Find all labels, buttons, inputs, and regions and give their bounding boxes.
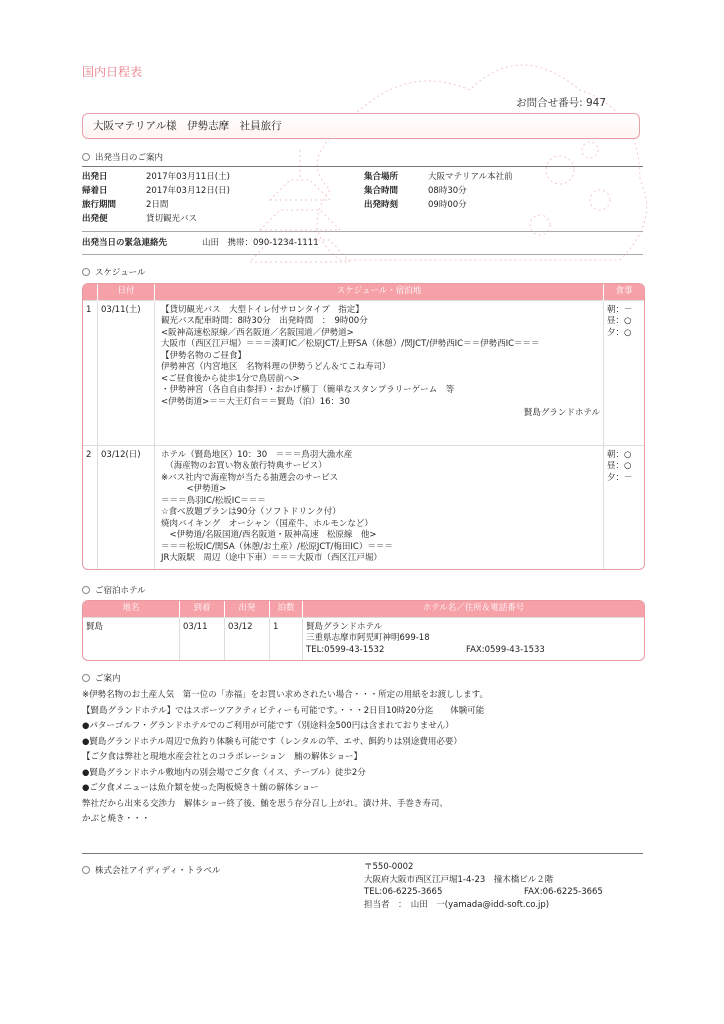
schedule-line: 【伊勢名物のご昼食】: [161, 350, 247, 361]
meal-dinner: 夕：－: [607, 472, 633, 483]
schedule-line: 伊勢神宮（内宮地区 名物料理の伊勢うどん＆てこね寿司）: [161, 362, 391, 373]
row-no: 1: [83, 301, 98, 446]
trip-title-box: [82, 113, 640, 139]
schedule-line: <伊勢道/名阪国道/西名阪道・阪神高速 松原線 他>: [161, 530, 377, 541]
stay-location: 賢島グランドホテル: [523, 408, 600, 419]
bullet-circle-icon: [82, 153, 90, 161]
notes-section-title: ご案内: [95, 674, 121, 684]
notes-body: [82, 688, 643, 828]
emergency-label: 出発当日の緊急連絡先: [82, 238, 168, 248]
schedule-line: <伊勢道>: [161, 484, 227, 495]
document-title: 国内日程表: [82, 65, 143, 79]
hotel-arrive: 03/11: [180, 618, 225, 661]
schedule-line: <阪神高速松原線／西名阪道／名阪国道／伊勢道>: [161, 327, 354, 338]
emergency-value: 山田 携帯：090-1234-1111: [202, 238, 319, 248]
hotel-section-heading: [82, 586, 146, 597]
schedule-line: <ご昼食後から徒歩1分で鳥居前へ>: [161, 373, 300, 384]
schedule-line: 観光バス配車時間：8時30分 出発時間 ： 9時00分: [161, 316, 368, 327]
row-meals: [604, 446, 645, 569]
value-duration: 2日間: [146, 200, 169, 210]
col-meals: 食事: [604, 284, 645, 301]
meal-lunch: 昼：○: [607, 316, 632, 327]
divider: [82, 166, 643, 167]
meal-breakfast: 朝：○: [607, 450, 632, 460]
row-meals: [604, 301, 645, 446]
note-line: ●ご夕食メニューは魚介類を使った陶板焼き＋鮪の解体ショー: [82, 783, 319, 793]
divider: [82, 231, 643, 232]
hotel-fax: FAX:0599-43-1533: [466, 644, 545, 655]
departure-right-info: [364, 172, 513, 214]
row-schedule: [155, 301, 604, 446]
schedule-section-heading: [82, 268, 146, 279]
schedule-line: ・伊勢神宮（各自自由参拝）・おかげ横丁（簡単なスタンプラリーゲーム 等: [161, 385, 455, 396]
company-name: 株式会社アイディディ・トラベル: [95, 866, 221, 876]
hotel-nights: 1: [270, 618, 303, 661]
hotel-name: 賢島グランドホテル: [306, 622, 383, 632]
departure-section-heading: [82, 153, 163, 164]
label-meeting-place: 集合場所: [364, 172, 399, 182]
company-address: 大阪府大阪市西区江戸堀1-4-23 撞木橋ビル２階: [364, 874, 554, 885]
schedule-line: （海産物のお買い物＆旅行特典サービス）: [161, 461, 327, 472]
bullet-circle-icon: [82, 866, 90, 874]
meal-dinner: 夕：○: [607, 327, 632, 338]
schedule-line: 焼肉バイキング オーシャン（国産牛、ホルモンなど）: [161, 518, 373, 529]
label-departure-date: 出発日: [82, 172, 108, 182]
footer-contact: [364, 861, 644, 911]
note-line: ●パターゴルフ・グランドホテルでのご利用が可能です（別途料金500円は含まれておりません）: [82, 721, 454, 731]
bullet-circle-icon: [82, 674, 90, 682]
bullet-circle-icon: [82, 586, 90, 594]
departure-left-info: [82, 172, 230, 228]
schedule-line: JR大阪駅 周辺（途中下車）＝＝＝大阪市（西区江戸堀）: [161, 553, 382, 564]
hotel-tel: TEL:0599-43-1532: [306, 644, 385, 655]
schedule-header-row: [83, 284, 644, 301]
value-departure-time: 09時00分: [428, 200, 467, 210]
label-duration: 旅行期間: [82, 200, 117, 210]
value-departure-date: 2017年03月11日(土): [146, 172, 230, 182]
hotel-address: 三重県志摩市阿児町神明699-18: [306, 633, 430, 644]
emergency-contact: [82, 238, 319, 249]
schedule-line: ☆食べ放題プランは90分（ソフトドリンク付）: [161, 507, 341, 518]
col-date: 日付: [98, 284, 155, 301]
col-nights: 泊数: [270, 601, 303, 618]
row-schedule: [155, 446, 604, 569]
schedule-line: ＝＝＝鳥羽IC/松坂IC＝＝＝: [161, 495, 266, 506]
schedule-line: 【貸切観光バス 大型トイレ付サロンタイプ 指定】: [161, 305, 364, 315]
hotel-depart: 03/12: [225, 618, 270, 661]
hotel-info: [303, 618, 645, 661]
divider: [82, 853, 643, 854]
label-transport: 出発便: [82, 214, 108, 224]
label-return-date: 帰着日: [82, 186, 108, 196]
value-transport: 貸切観光バス: [146, 214, 198, 224]
schedule-table: [82, 283, 645, 570]
table-row: [83, 301, 644, 446]
divider: [82, 254, 643, 255]
value-meeting-place: 大阪マテリアル本社前: [428, 172, 513, 182]
table-row: [83, 618, 644, 661]
col-depart: 出発: [225, 601, 270, 618]
note-line: ※伊勢名物のお土産人気 第一位の「赤福」をお買い求めされたい場合・・・所定の用紙をお渡しします。: [82, 690, 488, 700]
row-date: 03/12(日): [98, 446, 155, 569]
meal-breakfast: 朝：－: [607, 305, 633, 315]
value-return-date: 2017年03月12日(日): [146, 186, 230, 196]
col-no: [83, 284, 98, 301]
notes-section-heading: [82, 674, 121, 685]
hotel-header-row: [83, 601, 644, 618]
col-arrive: 到着: [180, 601, 225, 618]
inquiry-number: お問合せ番号: 947: [516, 97, 606, 109]
col-schedule: スケジュール・宿泊地: [155, 284, 604, 301]
footer-company: [82, 866, 220, 877]
schedule-section-title: スケジュール: [95, 268, 146, 278]
note-line: かぶと焼き・・・: [82, 814, 151, 824]
label-departure-time: 出発時刻: [364, 200, 399, 210]
label-meeting-time: 集合時間: [364, 186, 399, 196]
schedule-line: 大阪市（西区江戸堀）＝＝＝湊町IC／松原JCT/上野SA（休憩）/関JCT/伊勢西IC＝＝伊勢西IC＝＝＝: [161, 339, 540, 350]
schedule-line: ＝＝＝松坂IC/関SA（休憩/お土産）/松原JCT/梅田IC）＝＝＝: [161, 541, 393, 552]
note-line: 弊社だから出来る交渉力 解体ショー終了後、鮪を思う存分召し上がれ。漬け丼、手巻き寿司、: [82, 798, 448, 809]
note-line: ●賢島グランドホテル敷地内の別会場でご夕食（イス、テーブル）徒歩2分: [82, 767, 366, 778]
note-line: 【ご夕食は弊社と現地水産会社とのコラボレーション 鮪の解体ショー】: [82, 752, 362, 762]
col-place: 地名: [83, 601, 180, 618]
staff-contact: 担当者 ： 山田 一(yamada@idd-soft.co.jp): [364, 899, 550, 910]
row-date: 03/11(土): [98, 301, 155, 446]
col-hotel-info: ホテル名／住所＆電話番号: [303, 601, 645, 618]
postal-code: 〒550-0002: [364, 862, 414, 872]
bullet-circle-icon: [82, 268, 90, 276]
note-line: ●賢島グランドホテル周辺で魚釣り体験も可能です（レンタルの竿、エサ、餌釣りは別途費用必要）: [82, 736, 462, 747]
value-meeting-time: 08時30分: [428, 186, 467, 196]
hotel-table: [82, 600, 645, 661]
row-no: 2: [83, 446, 98, 569]
note-line: 【賢島グランドホテル】ではスポーツアクティビティーも可能です。・・・2日目10時20分迄 体験可能: [82, 705, 485, 716]
meal-lunch: 昼：○: [607, 461, 632, 472]
company-fax: FAX:06-6225-3665: [524, 887, 603, 897]
hotel-place: 賢島: [83, 618, 180, 661]
schedule-line: ホテル（賢島地区）10：30 ＝＝＝鳥羽大漁水産: [161, 450, 353, 460]
schedule-line: <伊勢街道>＝＝大王灯台＝＝賢島（泊）16：30: [161, 396, 350, 407]
departure-section-title: 出発当日のご案内: [95, 153, 164, 163]
trip-title: 大阪マテリアル様 伊勢志摩 社員旅行: [93, 120, 282, 132]
company-tel: TEL:06-6225-3665: [364, 887, 443, 897]
hotel-section-title: ご宿泊ホテル: [95, 586, 146, 596]
schedule-line: ※バス社内で海産物が当たる抽選会のサービス: [161, 472, 339, 483]
table-row: [83, 446, 644, 569]
